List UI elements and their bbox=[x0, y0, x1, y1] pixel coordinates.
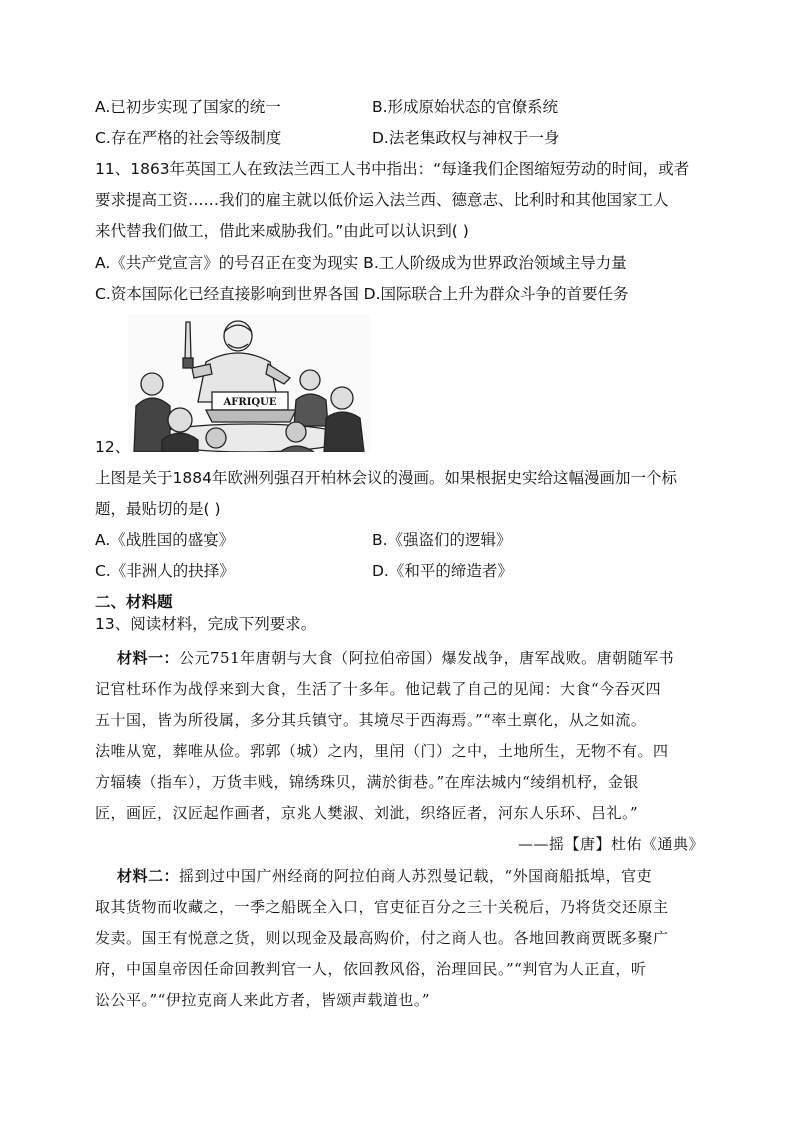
material-1-line-6: 匠，画匠，汉匠起作画者，京兆人樊淑、刘泚，织络匠者，河东人乐环、吕礼。” bbox=[95, 804, 639, 822]
cartoon-caption-afrique: AFRIQUE bbox=[223, 397, 277, 408]
option-prev-b: B.形成原始状态的官僚系统 bbox=[372, 98, 559, 116]
material-2-text-1: 摇到过中国广州经商的阿拉伯商人苏烈曼记载，“外国商船抵埠，官吏 bbox=[179, 867, 653, 885]
material-1-line-3: 五十国，皆为所役属，多分其兵镇守。其境尽于西海焉。”“率土禀化，从之如流。 bbox=[95, 711, 647, 729]
material-2-line-5: 讼公平。”“伊拉克商人来此方者，皆颂声载道也。” bbox=[95, 991, 431, 1009]
q12-option-c: C.《非洲人的抉择》 bbox=[95, 562, 235, 580]
material-1-source: ——摇【唐】杜佑《通典》 bbox=[517, 835, 704, 853]
q11-options-ab: A.《共产党宣言》的号召正在变为现实 B.工人阶级成为世界政治领域主导力量 bbox=[95, 254, 627, 272]
q11-options-cd: C.资本国际化已经直接影响到世界各国 D.国际联合上升为群众斗争的首要任务 bbox=[95, 285, 629, 303]
option-prev-c: C.存在严格的社会等级制度 bbox=[95, 129, 282, 147]
q12-option-d: D.《和平的缔造者》 bbox=[372, 562, 513, 580]
q12-option-a: A.《战胜国的盛宴》 bbox=[95, 531, 235, 549]
q11-stem-line-2: 要求提高工资……我们的雇主就以低价运入法兰西、德意志、比利时和其他国家工人 bbox=[95, 191, 669, 209]
material-1-text-1: 公元751年唐朝与大食（阿拉伯帝国）爆发战争，唐军战败。唐朝随军书 bbox=[179, 649, 675, 667]
q12-option-b: B.《强盗们的逻辑》 bbox=[372, 531, 512, 549]
option-prev-a: A.已初步实现了国家的统一 bbox=[95, 98, 281, 116]
option-prev-d: D.法老集政权与神权于一身 bbox=[372, 129, 560, 147]
q11-stem-line-1: 11、1863年英国工人在致法兰西工人书中指出：“每逢我们企图缩短劳动的时间，或者 bbox=[95, 160, 690, 178]
q13-instruction: 13、阅读材料，完成下列要求。 bbox=[95, 615, 317, 633]
q12-stem-line-2: 题，最贴切的是( ) bbox=[95, 500, 221, 518]
material-2-line-2: 取其货物而收藏之，一季之船既全入口，官吏征百分之三十关税后，乃将货交还原主 bbox=[95, 898, 669, 916]
berlin-conference-cartoon bbox=[128, 314, 370, 452]
q12-stem-line-1: 上图是关于1884年欧洲列强召开柏林会议的漫画。如果根据史实给这幅漫画加一个标 bbox=[95, 469, 677, 487]
material-1-line-2: 记官杜环作为战俘来到大食，生活了十多年。他记载了自己的见闻：大食“今吞灭四 bbox=[95, 680, 662, 698]
q12-number: 12、 bbox=[95, 438, 131, 456]
q11-stem-line-3: 来代替我们做工，借此来威胁我们。”由此可以认识到( ) bbox=[95, 222, 469, 240]
material-1-line-1 bbox=[117, 648, 674, 668]
material-1-line-4: 法唯从宽，葬唯从俭。郛郭（城）之内，里闬（门）之中，土地所生，无物不有。四 bbox=[95, 742, 669, 760]
material-2-line-4: 府，中国皇帝因任命回教判官一人，依回教风俗，治理回民。”“判官为人正直，听 bbox=[95, 960, 647, 978]
material-2-label: 材料二： bbox=[117, 867, 180, 885]
section-title: 二、材料题 bbox=[95, 593, 173, 611]
material-2-line-1 bbox=[117, 866, 652, 886]
material-2-line-3: 发卖。国王有悦意之货，则以现金及最高购价，付之商人也。各地回教商贾既多聚广 bbox=[95, 929, 669, 947]
material-1-label: 材料一： bbox=[117, 649, 180, 667]
material-1-line-5: 方辐辏（指车），万货丰贱，锦绣珠贝，满於街巷。”在库法城内“绫绢机杼，金银 bbox=[95, 773, 639, 791]
